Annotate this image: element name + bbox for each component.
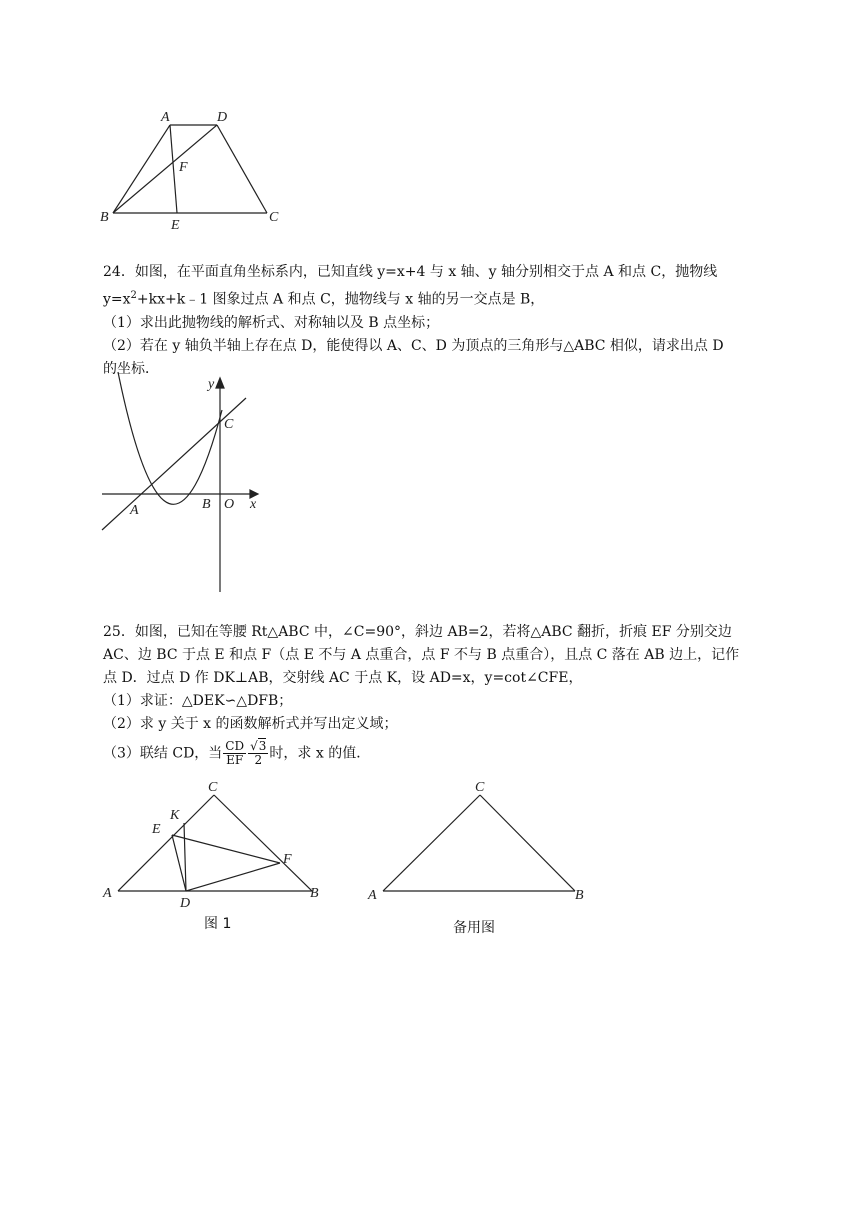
segment-kd	[184, 823, 186, 891]
backup-triangle-figure	[365, 775, 595, 905]
segment-df	[186, 863, 280, 891]
caption-figure-1: 图 1	[204, 916, 232, 932]
q25-line6-post: 时，求 x 的值．	[269, 745, 371, 762]
label-b: B	[310, 886, 319, 901]
q25-line6	[103, 740, 763, 767]
q25-line6-pre: （3）联结 CD，当	[103, 745, 223, 762]
fraction-ef: EF	[226, 753, 244, 767]
label-b: B	[202, 497, 211, 512]
fraction-2: 2	[254, 753, 263, 767]
segment-ed	[172, 835, 186, 891]
segment-ac	[383, 795, 480, 891]
label-b: B	[575, 888, 584, 903]
caption-backup-figure: 备用图	[453, 920, 495, 936]
label-b: B	[100, 210, 109, 225]
segment-bd	[113, 125, 217, 213]
label-a: A	[161, 110, 170, 125]
fraction-cd: CD	[225, 739, 245, 753]
segment-cb	[480, 795, 575, 891]
q25-line2: AC、边 BC 于点 E 和点 F（点 E 不与 A 点重合，点 F 不与 B 点重合），且点 C 落在 AB 边上，记作	[103, 647, 740, 663]
coordinate-figure	[100, 370, 280, 600]
q24-line2-post: +kx+k﹣1 图象过点 A 和点 C，抛物线与 x 轴的另一交点是 B，	[136, 291, 545, 308]
label-f: F	[179, 160, 188, 175]
label-k: K	[170, 808, 180, 823]
question-24	[103, 261, 763, 381]
label-a: A	[368, 888, 377, 903]
label-d: D	[180, 896, 191, 911]
label-x: x	[250, 497, 257, 512]
label-o: O	[224, 497, 235, 512]
segment-ac	[118, 795, 214, 891]
label-d: D	[217, 110, 228, 125]
label-e: E	[152, 822, 161, 837]
parabola	[118, 372, 222, 504]
label-a: A	[130, 503, 139, 518]
label-y: y	[208, 377, 215, 392]
fraction-root3: √3	[250, 739, 267, 753]
q24-line3: （1）求出此抛物线的解析式、对称轴以及 B 点坐标；	[103, 314, 440, 331]
segment-cb	[214, 795, 312, 891]
label-a: A	[103, 886, 112, 901]
fold-triangle-figure	[100, 775, 330, 911]
fraction-root3-value: 3	[258, 739, 267, 753]
label-c: C	[475, 780, 485, 795]
label-c: C	[208, 780, 218, 795]
fraction-cd-ef	[223, 740, 246, 767]
q25-line4: （1）求证：△DEK∽△DFB；	[103, 693, 293, 709]
segment-ae	[170, 125, 177, 213]
question-25	[103, 621, 763, 767]
q25-line3: 点 D．过点 D 作 DK⊥AB，交射线 AC 于点 K，设 AD=x，y=cot∠CFE，	[103, 670, 583, 686]
segment-dc	[217, 125, 267, 213]
segment-ef	[172, 835, 280, 863]
label-c: C	[269, 210, 279, 225]
q24-line2-sup: 2	[130, 290, 137, 301]
q24-line5: 的坐标．	[103, 360, 159, 377]
q24-line2-pre: y=x	[103, 291, 131, 308]
label-e: E	[171, 218, 180, 233]
fraction-root3-2	[248, 740, 268, 767]
y-axis-arrow	[216, 378, 224, 388]
trapezoid-figure	[95, 105, 295, 235]
q24-line2	[103, 284, 763, 312]
segment-ab	[113, 125, 170, 213]
q24-line4: （2）若在 y 轴负半轴上存在点 D，能使得以 A、C、D 为顶点的三角形与△ABC 相似，请求出点 D	[103, 337, 724, 354]
label-f: F	[283, 852, 292, 867]
q24-line1: 24．如图，在平面直角坐标系内，已知直线 y=x+4 与 x 轴、y 轴分别相交于点 A 和点 C，抛物线	[103, 264, 718, 280]
q25-line5: （2）求 y 关于 x 的函数解析式并写出定义域；	[103, 716, 398, 732]
label-c: C	[224, 417, 234, 432]
q25-line1: 25．如图，已知在等腰 Rt△ABC 中，∠C=90°，斜边 AB=2，若将△ABC 翻折，折痕 EF 分别交边	[103, 624, 732, 640]
